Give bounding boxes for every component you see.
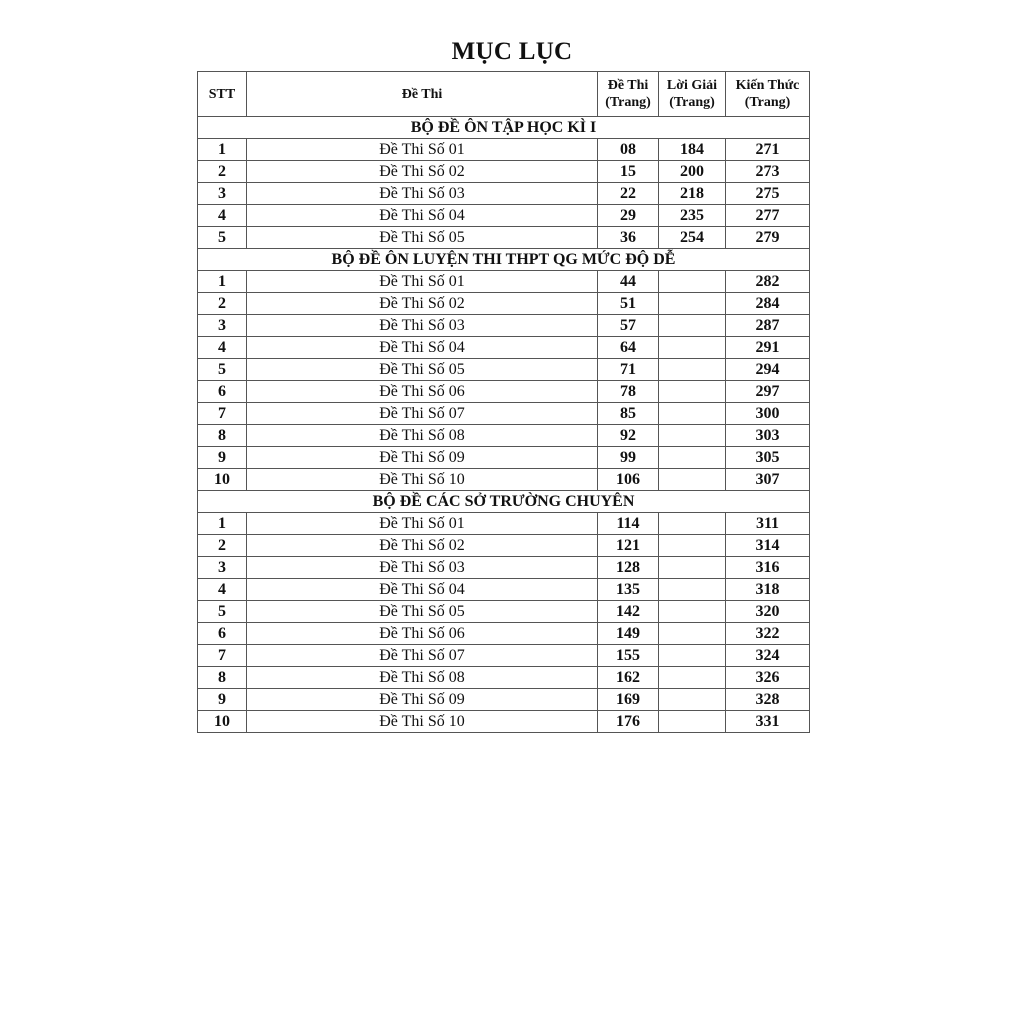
row-knowledge-page: 273 [726,161,810,183]
row-stt: 9 [198,447,247,469]
row-stt: 1 [198,271,247,293]
row-stt: 4 [198,579,247,601]
table-row [198,667,810,689]
row-solution-page [659,381,726,403]
row-exam-name: Đề Thi Số 02 [247,293,598,315]
row-knowledge-page: 322 [726,623,810,645]
row-exam-page: 44 [598,271,659,293]
header-stt: STT [198,72,247,117]
row-exam-page: 142 [598,601,659,623]
row-stt: 10 [198,711,247,733]
row-exam-page: 51 [598,293,659,315]
row-exam-page: 29 [598,205,659,227]
row-solution-page [659,337,726,359]
row-solution-page: 218 [659,183,726,205]
row-solution-page [659,513,726,535]
row-exam-page: 149 [598,623,659,645]
row-solution-page [659,403,726,425]
row-knowledge-page: 300 [726,403,810,425]
section-title: BỘ ĐỀ ÔN LUYỆN THI THPT QG MỨC ĐỘ DỄ [198,249,810,271]
row-exam-name: Đề Thi Số 07 [247,645,598,667]
row-knowledge-page: 320 [726,601,810,623]
row-exam-page: 128 [598,557,659,579]
row-exam-page: 92 [598,425,659,447]
row-exam-name: Đề Thi Số 09 [247,447,598,469]
row-stt: 5 [198,601,247,623]
row-exam-page: 57 [598,315,659,337]
table-row [198,381,810,403]
row-knowledge-page: 324 [726,645,810,667]
table-body [198,117,810,733]
page-title: MỤC LỤC [451,38,573,65]
row-knowledge-page: 305 [726,447,810,469]
row-stt: 10 [198,469,247,491]
row-solution-page [659,315,726,337]
row-solution-page: 235 [659,205,726,227]
row-stt: 4 [198,337,247,359]
row-exam-name: Đề Thi Số 02 [247,161,598,183]
section-row [198,249,810,271]
row-knowledge-page: 291 [726,337,810,359]
header-exam-page-line1: Đề Thi [607,78,649,93]
row-exam-page: 114 [598,513,659,535]
row-stt: 2 [198,535,247,557]
row-exam-name: Đề Thi Số 09 [247,689,598,711]
row-exam-name: Đề Thi Số 03 [247,315,598,337]
row-solution-page [659,359,726,381]
table-row [198,535,810,557]
row-exam-name: Đề Thi Số 10 [247,469,598,491]
row-knowledge-page: 303 [726,425,810,447]
row-knowledge-page: 287 [726,315,810,337]
row-exam-name: Đề Thi Số 08 [247,425,598,447]
row-solution-page [659,271,726,293]
row-stt: 5 [198,227,247,249]
row-stt: 7 [198,645,247,667]
table-row [198,403,810,425]
row-exam-name: Đề Thi Số 01 [247,139,598,161]
row-solution-page [659,447,726,469]
row-solution-page [659,601,726,623]
row-exam-page: 155 [598,645,659,667]
table-row [198,161,810,183]
row-solution-page [659,689,726,711]
row-stt: 4 [198,205,247,227]
row-knowledge-page: 314 [726,535,810,557]
row-knowledge-page: 311 [726,513,810,535]
row-exam-page: 78 [598,381,659,403]
table-row [198,557,810,579]
table-row [198,447,810,469]
table-of-contents [197,71,810,733]
row-exam-page: 176 [598,711,659,733]
table-header-row [198,72,810,117]
row-exam-name: Đề Thi Số 04 [247,337,598,359]
table-row [198,337,810,359]
row-solution-page [659,557,726,579]
row-exam-page: 15 [598,161,659,183]
row-exam-name: Đề Thi Số 03 [247,183,598,205]
table-row [198,623,810,645]
row-knowledge-page: 328 [726,689,810,711]
header-exam-page-line2: (Trang) [605,95,651,110]
row-stt: 7 [198,403,247,425]
section-title: BỘ ĐỀ ÔN TẬP HỌC KÌ I [198,117,810,139]
row-exam-page: 121 [598,535,659,557]
table-row [198,711,810,733]
row-solution-page: 184 [659,139,726,161]
table-row [198,645,810,667]
row-knowledge-page: 271 [726,139,810,161]
row-exam-page: 85 [598,403,659,425]
row-exam-name: Đề Thi Số 06 [247,623,598,645]
header-solution-page-line1: Lời Giải [666,78,718,93]
row-solution-page: 254 [659,227,726,249]
row-exam-name: Đề Thi Số 04 [247,579,598,601]
row-solution-page [659,711,726,733]
row-exam-name: Đề Thi Số 05 [247,359,598,381]
row-solution-page [659,425,726,447]
row-knowledge-page: 277 [726,205,810,227]
header-knowledge-page [726,72,810,117]
row-exam-page: 71 [598,359,659,381]
section-row [198,491,810,513]
row-exam-page: 162 [598,667,659,689]
row-exam-name: Đề Thi Số 02 [247,535,598,557]
row-stt: 3 [198,557,247,579]
row-exam-name: Đề Thi Số 08 [247,667,598,689]
row-stt: 1 [198,513,247,535]
header-exam-page [598,72,659,117]
row-knowledge-page: 294 [726,359,810,381]
section-title: BỘ ĐỀ CÁC SỞ TRƯỜNG CHUYÊN [198,491,810,513]
header-exam: Đề Thi [247,72,598,117]
table-row [198,293,810,315]
table-row [198,689,810,711]
row-exam-page: 135 [598,579,659,601]
table-row [198,513,810,535]
row-stt: 8 [198,667,247,689]
row-exam-page: 22 [598,183,659,205]
table-row [198,601,810,623]
table-row [198,271,810,293]
row-solution-page [659,293,726,315]
row-solution-page [659,667,726,689]
row-exam-name: Đề Thi Số 01 [247,513,598,535]
header-knowledge-page-line1: Kiến Thức [735,78,800,93]
row-knowledge-page: 279 [726,227,810,249]
row-stt: 1 [198,139,247,161]
row-exam-page: 106 [598,469,659,491]
row-exam-name: Đề Thi Số 06 [247,381,598,403]
row-exam-page: 169 [598,689,659,711]
row-knowledge-page: 318 [726,579,810,601]
table-row [198,139,810,161]
row-exam-name: Đề Thi Số 07 [247,403,598,425]
row-stt: 2 [198,293,247,315]
table-row [198,359,810,381]
table-row [198,227,810,249]
row-exam-page: 36 [598,227,659,249]
table-row [198,183,810,205]
row-stt: 5 [198,359,247,381]
row-solution-page [659,623,726,645]
section-row [198,117,810,139]
table-row [198,205,810,227]
row-knowledge-page: 297 [726,381,810,403]
row-solution-page [659,645,726,667]
row-exam-name: Đề Thi Số 10 [247,711,598,733]
row-exam-page: 08 [598,139,659,161]
row-stt: 3 [198,183,247,205]
row-stt: 2 [198,161,247,183]
row-knowledge-page: 326 [726,667,810,689]
row-knowledge-page: 331 [726,711,810,733]
header-solution-page [659,72,726,117]
row-stt: 3 [198,315,247,337]
row-exam-name: Đề Thi Số 01 [247,271,598,293]
row-stt: 6 [198,623,247,645]
row-solution-page [659,469,726,491]
row-exam-name: Đề Thi Số 05 [247,227,598,249]
table-row [198,579,810,601]
row-exam-page: 99 [598,447,659,469]
table-row [198,425,810,447]
table-row [198,469,810,491]
row-solution-page: 200 [659,161,726,183]
row-knowledge-page: 282 [726,271,810,293]
header-solution-page-line2: (Trang) [669,95,715,110]
row-solution-page [659,579,726,601]
row-stt: 8 [198,425,247,447]
row-stt: 9 [198,689,247,711]
row-stt: 6 [198,381,247,403]
row-exam-name: Đề Thi Số 04 [247,205,598,227]
table-row [198,315,810,337]
row-knowledge-page: 284 [726,293,810,315]
row-knowledge-page: 316 [726,557,810,579]
row-exam-page: 64 [598,337,659,359]
row-knowledge-page: 275 [726,183,810,205]
row-solution-page [659,535,726,557]
row-exam-name: Đề Thi Số 05 [247,601,598,623]
header-knowledge-page-line2: (Trang) [744,95,791,110]
row-exam-name: Đề Thi Số 03 [247,557,598,579]
row-knowledge-page: 307 [726,469,810,491]
